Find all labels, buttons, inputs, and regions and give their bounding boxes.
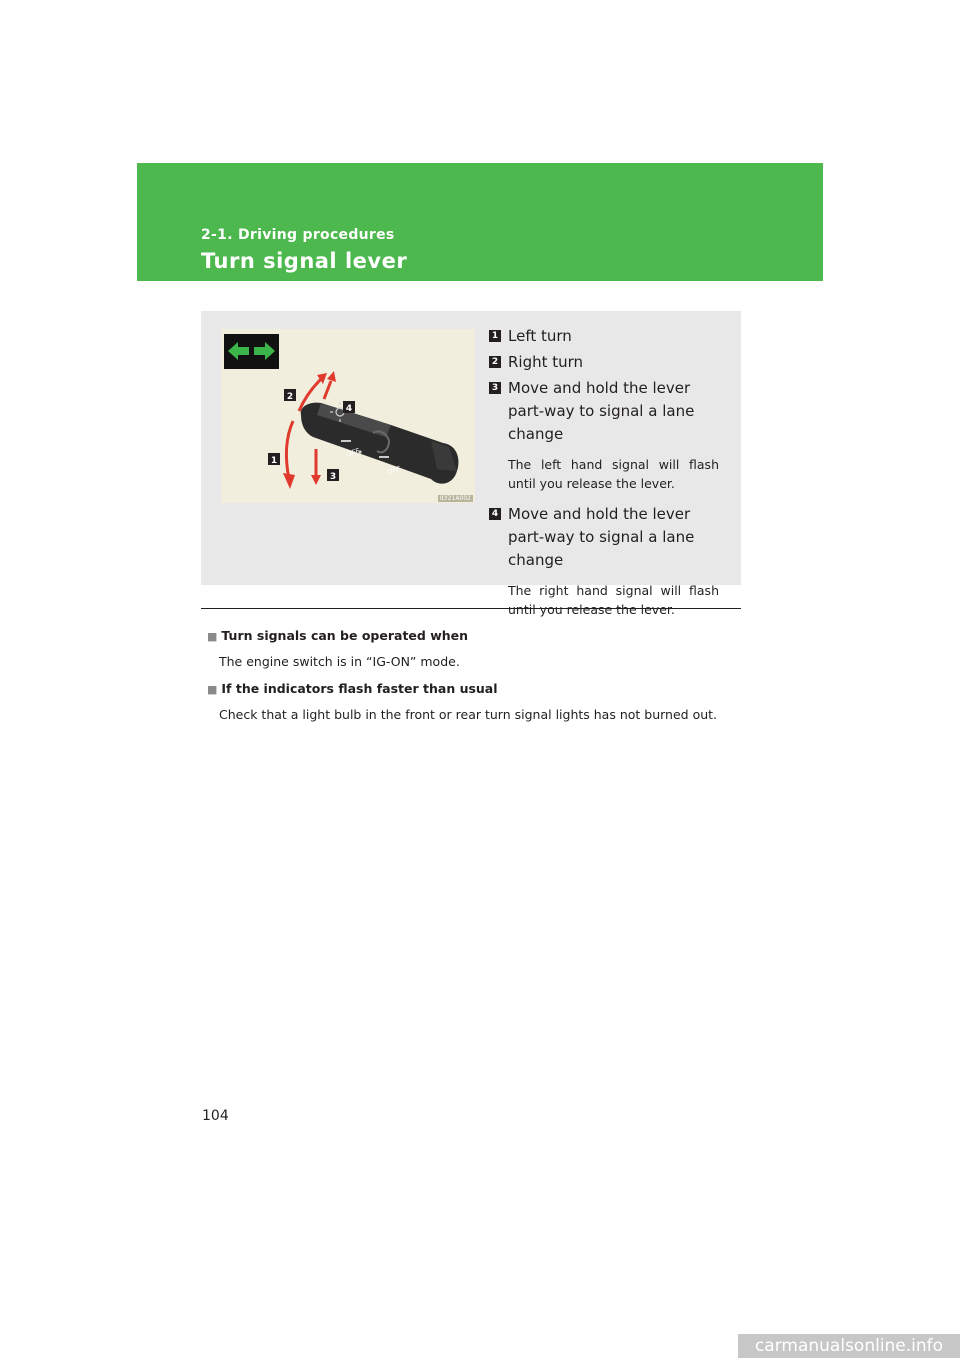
callout-1: 1: [270, 456, 278, 466]
notes: [207, 626, 747, 732]
legend-number: 3: [489, 382, 501, 394]
lever-body: [301, 402, 459, 484]
arrow-1: [283, 421, 295, 489]
square-bullet-icon: ■: [207, 630, 218, 643]
switch-mark-2: OFF: [386, 465, 402, 477]
arrow-3: [311, 449, 321, 485]
legend-note: The left hand signal will flash until you release the lever.: [508, 457, 719, 491]
turn-signal-lever-illustration: [221, 329, 475, 503]
legend-label: Move and hold the lever part-way to signal a lane change: [508, 505, 695, 569]
callout-2: 2: [286, 392, 294, 402]
legend-label: Right turn: [508, 353, 584, 371]
note: [207, 679, 747, 725]
legend-label: Move and hold the lever part-way to signal a lane change: [508, 379, 695, 443]
legend-item: [489, 351, 719, 374]
callout-3: 3: [329, 472, 337, 482]
lever-drawing: [221, 329, 475, 503]
legend-label: Left turn: [508, 327, 572, 345]
callout-4: 4: [345, 404, 353, 414]
legend: [489, 325, 719, 629]
legend-number: 2: [489, 356, 501, 368]
legend-item: [489, 325, 719, 348]
figure-panel: [201, 311, 741, 617]
note-heading: [207, 679, 747, 700]
image-code: ILY21A002: [439, 495, 471, 502]
divider: [201, 608, 741, 609]
turn-indicator-icon: [224, 334, 279, 369]
note-heading: [207, 626, 747, 647]
note: [207, 626, 747, 672]
watermark: carmanualsonline.info: [738, 1334, 960, 1358]
note-body: Check that a light bulb in the front or rear turn signal lights has not burned out.: [219, 707, 718, 722]
note-body: The engine switch is in “IG-ON” mode.: [219, 654, 460, 669]
legend-item: [489, 503, 719, 619]
legend-note: The right hand signal will flash until you release the lever.: [508, 583, 719, 617]
page-title: Turn signal lever: [201, 249, 408, 273]
section-label: 2-1. Driving procedures: [201, 227, 395, 243]
legend-item: [489, 377, 719, 493]
legend-number: 4: [489, 508, 501, 520]
note-heading-text: If the indicators flash faster than usual: [221, 681, 498, 696]
note-heading-text: Turn signals can be operated when: [221, 628, 469, 643]
page-number: 104: [202, 1108, 229, 1124]
square-bullet-icon: ■: [207, 683, 218, 696]
legend-number: 1: [489, 330, 501, 342]
switch-mark-1: OFF: [345, 447, 361, 459]
section-header: [137, 163, 823, 281]
